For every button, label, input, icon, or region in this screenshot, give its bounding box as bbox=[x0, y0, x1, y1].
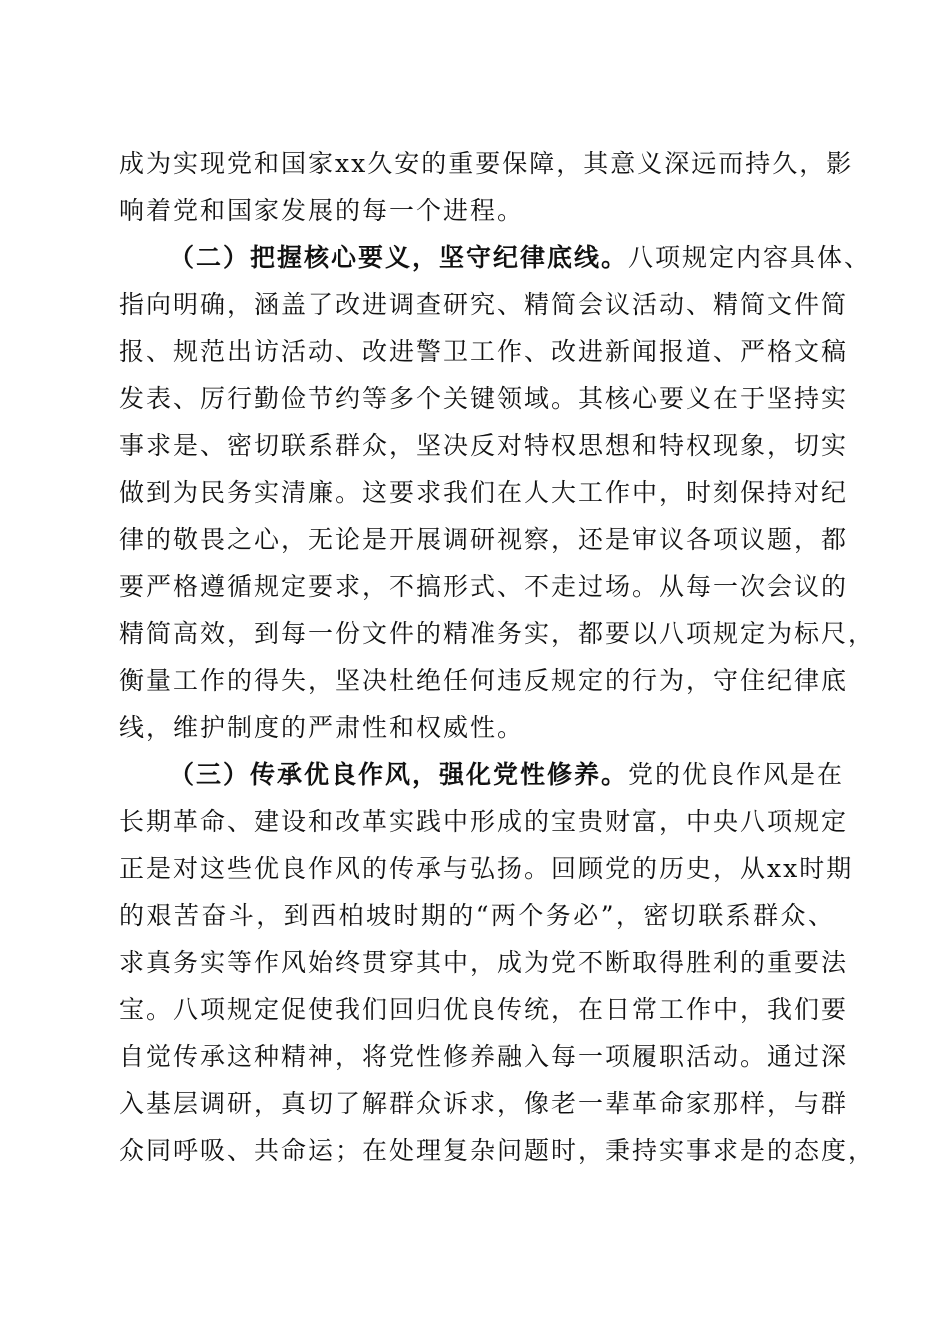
paragraph-2-line: 报、规范出访活动、改进警卫工作、改进新闻报道、严格文稿 bbox=[119, 337, 849, 366]
paragraph-3-line: 长期革命、建设和改革实践中形成的宝贵财富，中央八项规定 bbox=[119, 807, 849, 836]
paragraph-3-line: 求真务实等作风始终贯穿其中，成为党不断取得胜利的重要法 bbox=[119, 948, 849, 977]
paragraph-2-first-line bbox=[119, 234, 872, 281]
paragraph-3-line: 正是对这些优良作风的传承与弘扬。回顾党的历史，从xx时期 bbox=[119, 854, 854, 883]
paragraph-2-line: 衡量工作的得失，坚决杜绝任何违反规定的行为，守住纪律底 bbox=[119, 666, 849, 695]
paragraph-3-line: 入基层调研，真切了解群众诉求，像老一辈革命家那样，与群 bbox=[119, 1089, 849, 1118]
section-heading-3: （三）传承优良作风，强化党性修养。 bbox=[169, 760, 629, 789]
paragraph-1-line-1: 成为实现党和国家xx久安的重要保障，其意义深远而持久，影 bbox=[119, 149, 854, 178]
paragraph-2-line: 线，维护制度的严肃性和权威性。 bbox=[119, 713, 525, 742]
paragraph-1-line-2: 响着党和国家发展的每一个进程。 bbox=[119, 196, 525, 225]
paragraph-2-line: 要严格遵循规定要求，不搞形式、不走过场。从每一次会议的 bbox=[119, 572, 849, 601]
paragraph-3-first-line-text: 党的优良作风是在 bbox=[628, 760, 845, 789]
paragraph-2-line: 指向明确，涵盖了改进调查研究、精简会议活动、精简文件简 bbox=[119, 290, 849, 319]
paragraph-3-line: 的艰苦奋斗，到西柏坡时期的“两个务必”，密切联系群众、 bbox=[119, 901, 835, 930]
paragraph-3-line: 宝。八项规定促使我们回归优良传统，在日常工作中，我们要 bbox=[119, 995, 849, 1024]
paragraph-2-line: 做到为民务实清廉。这要求我们在人大工作中，时刻保持对纪 bbox=[119, 478, 849, 507]
paragraph-3-first-line bbox=[119, 751, 845, 798]
paragraph-3-line: 自觉传承这种精神，将党性修养融入每一项履职活动。通过深 bbox=[119, 1042, 849, 1071]
paragraph-2-line: 律的敬畏之心，无论是开展调研视察，还是审议各项议题，都 bbox=[119, 525, 849, 554]
section-heading-2: （二）把握核心要义，坚守纪律底线。 bbox=[169, 243, 629, 272]
paragraph-2-line: 发表、厉行勤俭节约等多个关键领域。其核心要义在于坚持实 bbox=[119, 384, 849, 413]
paragraph-2-line: 事求是、密切联系群众，坚决反对特权思想和特权现象，切实 bbox=[119, 431, 849, 460]
paragraph-2-first-line-text: 八项规定内容具体、 bbox=[628, 243, 872, 272]
paragraph-3-line: 众同呼吸、共命运；在处理复杂问题时，秉持实事求是的态度， bbox=[119, 1136, 876, 1165]
document-body bbox=[119, 140, 876, 1174]
paragraph-2-line: 精简高效，到每一份文件的精准务实，都要以八项规定为标尺， bbox=[119, 619, 876, 648]
